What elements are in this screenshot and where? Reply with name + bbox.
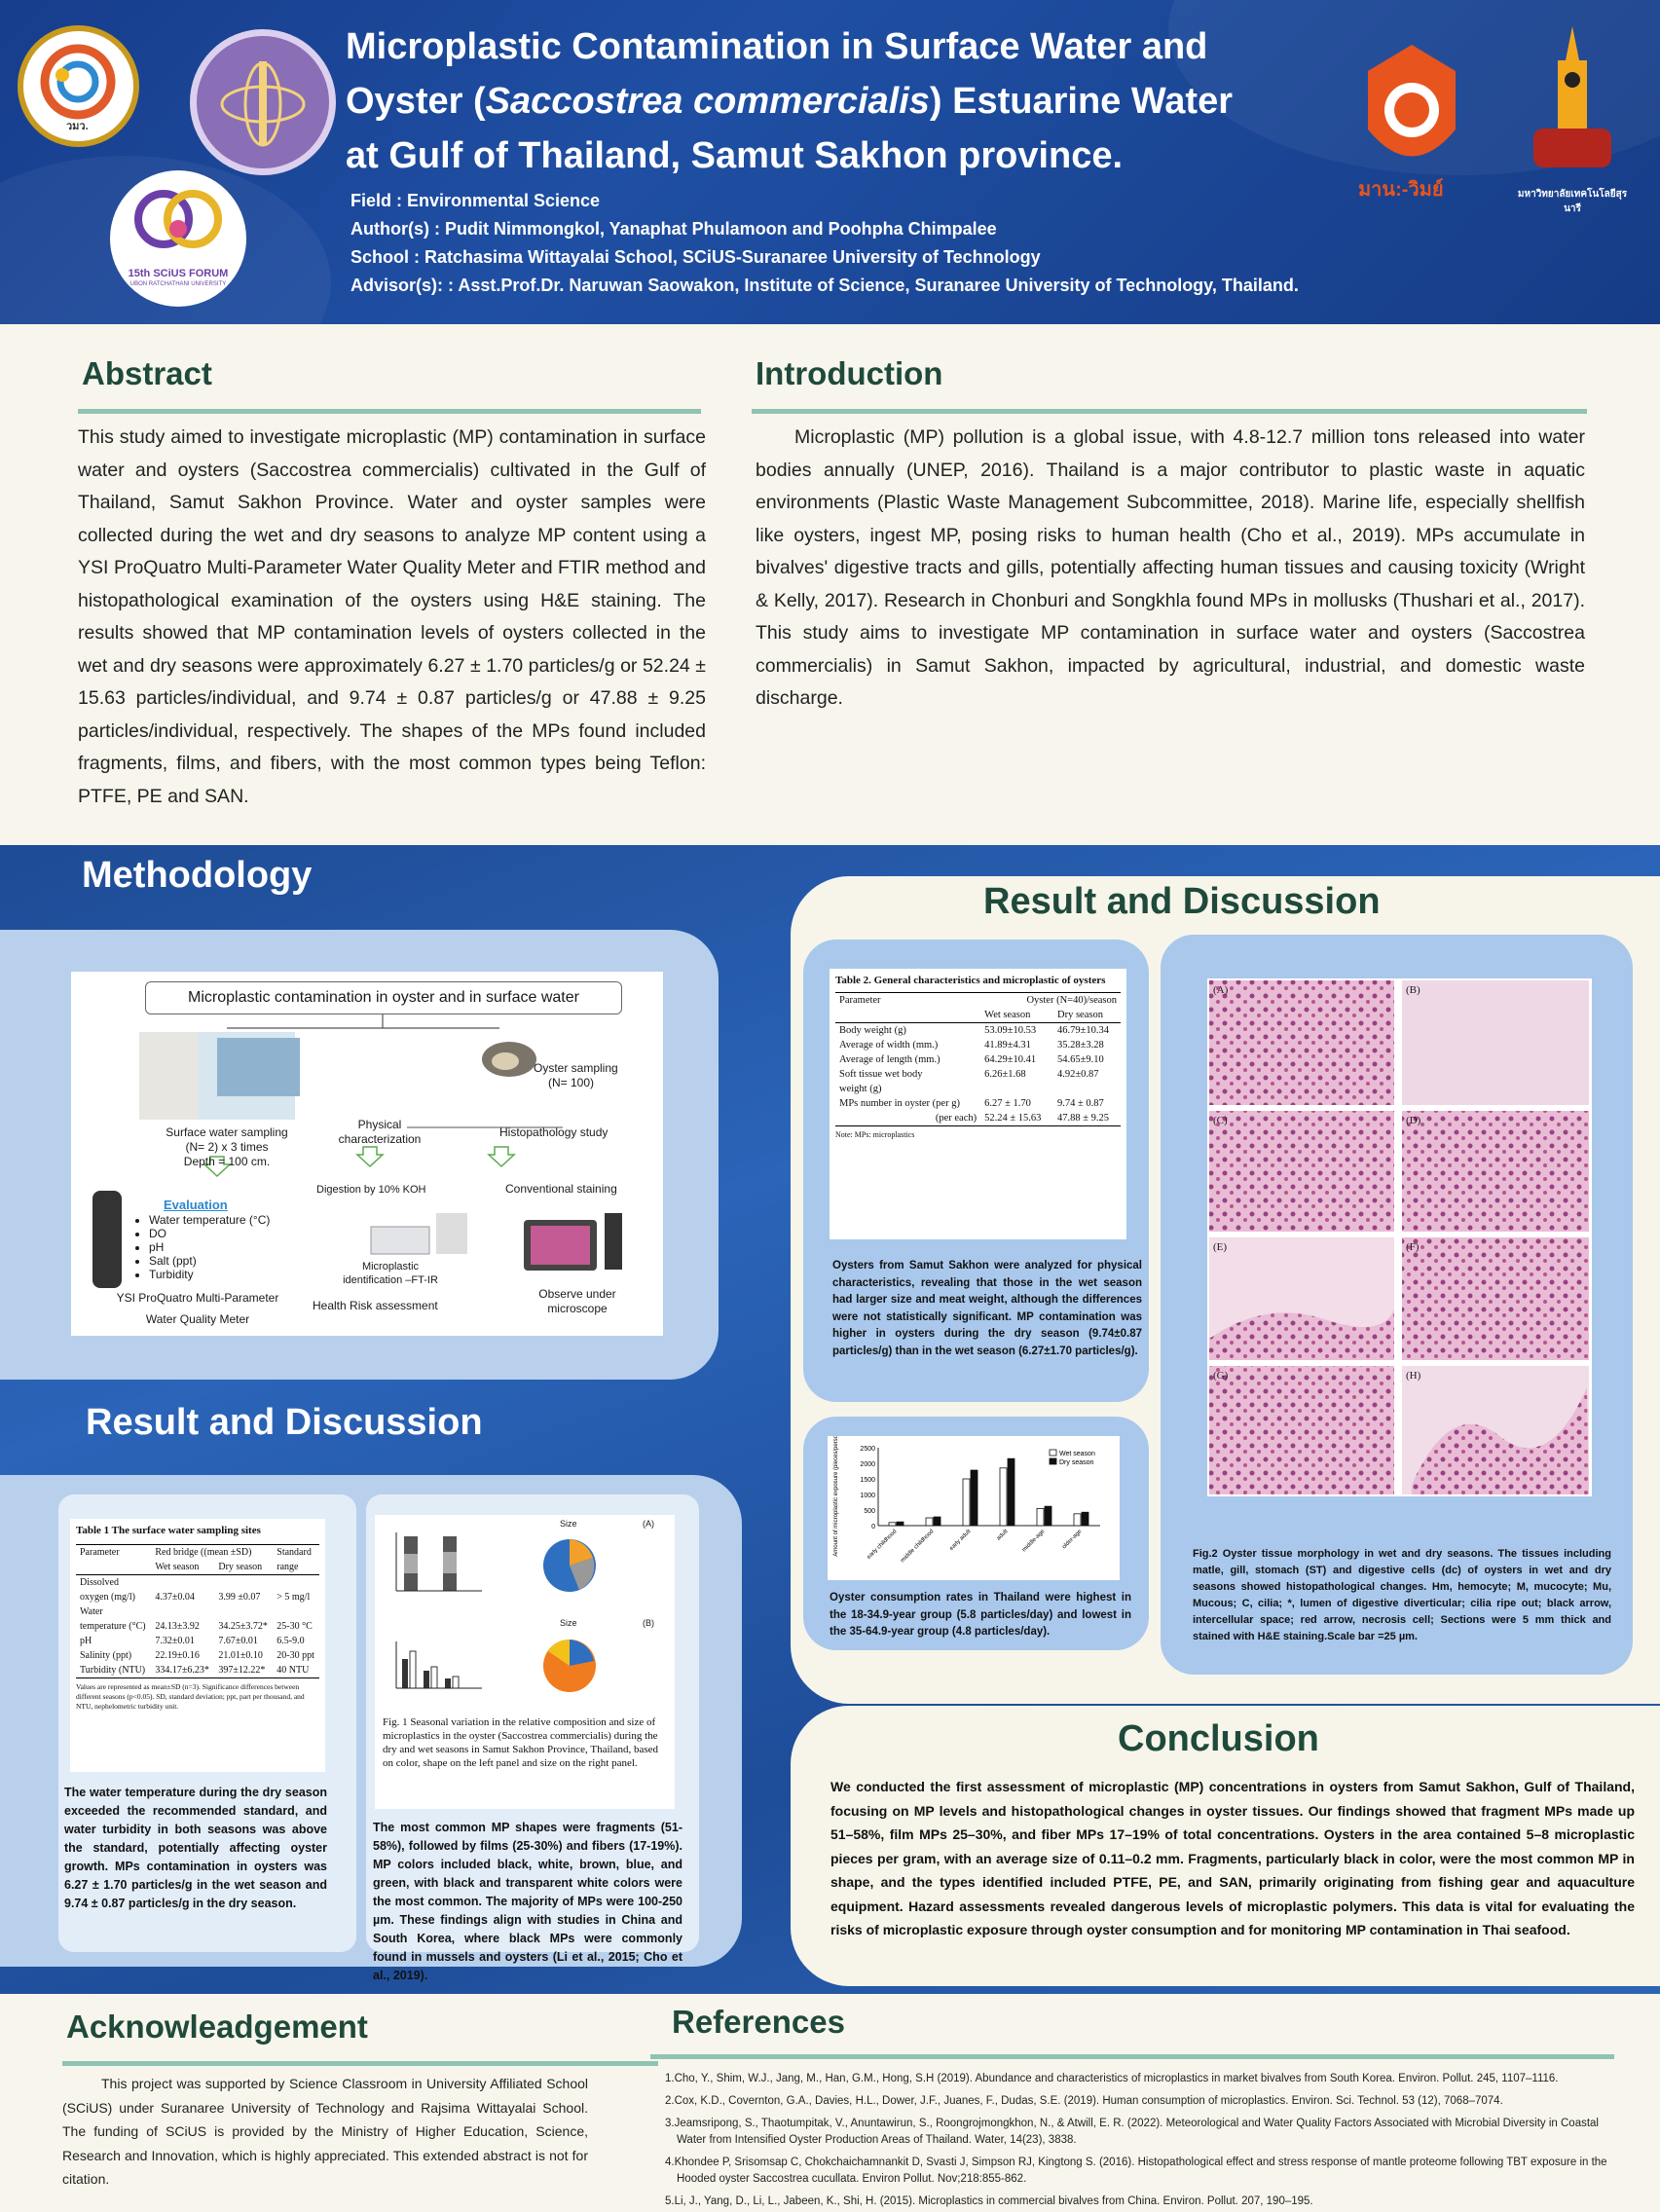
figure-1-caption: Fig. 1 Seasonal variation in the relative composition and size of microplastics in the oyster (Saccostrea commercialis) during the dry and wet seasons in Samut Sakhon Province, Thailand, based on color, shape on the left panel and size on the right panel. [383,1716,658,1769]
x-tick-label: early childhood [866,1529,899,1561]
bar-wet [963,1479,970,1526]
reference-item: 4.Khondee P, Srisomsap C, Chokchaichamnankit D, Svasti J, Simpson RJ, Kingtong S. (2016). Histopathological effect and stress response of mantle proteome following TBT exposure in the Hooded oyster Saccostrea cucullata. Environ Pollut. Nov;218:855-862. [665,2157,1607,2185]
method-meter-1: YSI ProQuatro Multi-Parameter [116,1291,279,1305]
acknowledgement-heading: Acknowleadgement [66,2009,368,2045]
legend-label: Wet season [1059,1451,1095,1457]
method-micro-id: Microplastic identification –FT-IR [343,1261,438,1286]
method-histo: Histopathology study [499,1125,609,1139]
y-tick-label: 1500 [860,1477,875,1484]
logo-right2-text: มหาวิทยาลัยเทคโนโลยีสุรนารี [1517,189,1628,214]
figure-1 [375,1515,675,1809]
methodology-heading: Methodology [82,855,313,896]
title-line-3: at Gulf of Thailand, Samut Sakhon province. [346,135,1124,176]
table-1-title: Table 1 The surface water sampling sites [76,1525,261,1536]
rajsima-logo [1339,37,1485,203]
histo-label: (A) [1213,984,1229,996]
x-tick-label: early adult [948,1529,973,1552]
acknowledgement-text: This project was supported by Science Classroom in University Affiliated School (SCiUS) under Suranaree University of Technology and Rajsima Wittayalai School. The funding of SCiUS is provided by the Ministry of Higher Education, Science, Research and Innovation, which is highly appreciated. This extended abstract is not for citation. [62,2076,588,2187]
t2-head: Parameter [839,995,881,1006]
scius-forum-logo [110,170,246,307]
x-tick-label: middle childhood [900,1529,936,1565]
bar-wet [1037,1508,1044,1526]
y-tick-label: 0 [871,1524,875,1530]
bar-dry [934,1517,941,1526]
histo-label: (H) [1406,1370,1421,1382]
advisor-line: Advisor(s): : Asst.Prof.Dr. Naruwan Saowakon, Institute of Science, Suranaree University of Technology, Thailand. [350,276,1299,295]
table-row: MPs number in oyster (per g) 6.27 ± 1.70 9.74 ± 0.87 [839,1098,1104,1109]
eval-item: • Turbidity [149,1268,270,1281]
field-line: Field : Environmental Science [350,191,601,210]
method-evaluation: Evaluation [164,1198,228,1212]
t1-head: Standard [277,1547,312,1558]
y-tick-label: 1000 [860,1493,875,1499]
method-oyster-sampling: Oyster sampling [534,1061,618,1075]
method-eval-list [149,1213,270,1281]
table-row: Water [80,1606,103,1617]
legend-swatch [1050,1458,1056,1464]
forum-text: 15th SCiUS FORUM [128,268,229,279]
consumption-chart [828,1436,1120,1580]
fig1-panel-b: (B) [643,1618,654,1628]
consumption-chart-box [828,1436,1120,1580]
t1-head: Parameter [80,1547,120,1558]
rd-left-caption-1: The water temperature during the dry season exceeded the recommended standard, and water turbidity in both seasons was above the standard, potentially affecting oyster growth. MPs contamination in oysters was 6.27 ± 1.70 particles/g in the wet season and 9.74 ± 0.87 particles/g in the dry season. [64,1786,327,1910]
table-row: weight (g) [839,1084,882,1094]
references-rule [650,2054,1614,2059]
ministry-logo [190,29,336,175]
rd-right-caption-3: Oysters from Samut Sakhon were analyzed for physical characteristics, revealing that those in the wet season had larger size and meat weight, although the differences were not statistically significant. MP contamination was higher in oysters during the dry season (9.74±0.87 particles/g) than in the wet season (6.27±1.70 particles/g). [832,1260,1142,1357]
introduction-heading: Introduction [756,355,943,391]
table-2-title: Table 2. General characteristics and microplastic of oysters [835,975,1106,986]
rd-left-caption-2: The most common MP shapes were fragments (51-58%), followed by films (25-30%) and fibers (17-19%). MP colors included black, white, brown, blue, and green, with black and transparent white colors were the most common. The majority of MPs were 100-250 µm. These findings align with studies in China and South Korea, where black MPs were commonly found in mussels and oysters (Li et al., 2015; Cho et al., 2019). [373,1821,682,1982]
abstract-text: This study aimed to investigate microplastic (MP) contamination in surface water and oysters (Saccostrea commercialis) cultivated in the Gulf of Thailand, Samut Sakhon Province. Water and oyster samples were collected during the wet and dry seasons to analyze MP content using a YSI ProQuatro Multi-Parameter Water Quality Meter and FTIR method and histopathological examination of the oysters using H&E staining. The results showed that MP contamination levels of oysters collected in the wet and dry seasons were approximately 6.27 ± 1.70 particles/g or 52.24 ± 15.63 particles/individual, and 9.74 ± 0.87 particles/g or 47.88 ± 9.25 particles/individual, respectively. The shapes of the MPs found included fragments, films, and fibers, with the most common types being Teflon: PTFE, PE and SAN. [78,426,706,807]
rd-right-caption-4: Oyster consumption rates in Thailand were highest in the 18-34.9-year group (5.8 particles/day) and lowest in the 35-64.9-year group (4.8 particles/day). [830,1592,1131,1638]
bar-wet [926,1518,933,1526]
table-1-grid [76,1544,319,1678]
scius-logo [18,25,139,147]
table-row: (per each) 52.24 ± 15.63 47.88 ± 9.25 [835,1111,1121,1126]
eval-item: • pH [149,1240,270,1254]
introduction-text: Microplastic (MP) pollution is a global issue, with 4.8-12.7 million tons released into water bodies annually (UNEP, 2016). Thailand is a major contributor to plastic waste in aquatic environments (Plastic Waste Management Subcommittee, 2018). Marine life, especially shellfish like oysters, ingest MP, posing risks to human health (Cho et al., 2019). MPs accumulate in bivalves' digestive tracts and gills, potentially affecting human tissues and causing toxicity (Wright & Kelly, 2017). Research in Chonburi and Songkhla found MPs in mollusks (Thushari et al., 2017). This study aims to investigate MP contamination in surface water and oysters (Saccostrea commercialis) in Samut Sakhon, impacted by agricultural, industrial, and domestic waste discharge. [756,426,1585,709]
t1-head: Red bridge ((mean ±SD) [155,1547,252,1558]
eval-item: • Water temperature (°C) [149,1213,270,1227]
sut-logo [1509,21,1636,214]
logo-left-text: วมว. [66,121,89,132]
abstract-heading: Abstract [82,355,212,391]
t2-sub: Dry season [1057,1010,1103,1020]
rd-right-caption-5: Fig.2 Oyster tissue morphology in wet and dry seasons. The tissues including matle, gill, stomach (ST) and digestive cells (dc) of oysters in wet and dry seasons showed histopathological changes. Hm, hemocyte; M, mucocyte; Mu, Mucous; C, cilia; *, lumen of digestive diverticular; cilia ripe out; black arrow, intercellular space; red arrow, necrosis cell; Sections were 5 mm thick and stained with H&E staining.Scale bar =25 µm. [1193,1548,1611,1642]
eval-item: • Salt (ppt) [149,1254,270,1268]
reference-item: 2.Cox, K.D., Covernton, G.A., Davies, H.L., Dower, J.F., Juanes, F., Dudas, S.E. (2019). Human consumption of microplastics. Environ. Sci. Technol. 53 (12), 7068–7074. [665,2095,1503,2107]
method-oyster-n: (N= 100) [548,1076,595,1089]
references-list [665,2071,1629,2210]
table-1 [70,1519,325,1772]
t2-sub: Wet season [984,1010,1031,1020]
fig1-size-label: Size [560,1618,577,1628]
method-digestion: Digestion by 10% KOH [316,1184,426,1196]
method-surface: Surface water sampling [166,1125,288,1139]
conclusion-text: We conducted the first assessment of microplastic (MP) concentrations in oysters from Samut Sakhon, Gulf of Thailand, focusing on MP levels and histopathological changes in oyster tissues. Our findings showed that fragment MPs made up 51–58%, film MPs 25–30%, and fiber MPs 17–19% of total concentrations. Oysters in the area contained 5–8 microplastic pieces per gram, with an average size of 0.11–0.2 mm. Fragments, particularly black in color, were the most common MP in shape, and the types identified included PTFE, PE, and SAN, primarily originating from fishing gear and aquaculture equipment. Hazard assessments revealed dangerous levels of microplastic polymers. This data is vital for evaluating the risks of microplastic exposure through oyster consumption and for monitoring MP contamination in Thai seafood. [830,1779,1635,1937]
reference-item: 5.Li, J., Yang, D., Li, L., Jabeen, K., Shi, H. (2015). Microplastics in commercial bivalves from China. Environ. Pollut. 207, 190–195. [665,2195,1313,2207]
conclusion-heading: Conclusion [1118,1718,1319,1759]
poster-title [346,19,1339,183]
table-row: oxygen (mg/l) 4.37±0.04 3.99 ±0.07 > 5 mg/l [80,1592,311,1603]
x-tick-label: middle-age [1021,1529,1047,1554]
table-2-grid [835,992,1121,1126]
reference-item: 1.Cho, Y., Shim, W.J., Jang, M., Han, G.M., Hong, S.H (2019). Abundance and characteristics of microplastics in market bivalves from South Korea. Environ. Pollut. 245, 1107–1116. [665,2073,1559,2084]
method-health: Health Risk assessment [313,1299,438,1312]
table-2-note: Note: MPs: microplastics [835,1130,915,1139]
method-staining: Conventional staining [505,1182,617,1196]
abstract-rule [78,409,701,414]
forum-sub: UBON RATCHATHANI UNIVERSITY [129,281,227,287]
table-1-note: Values are represented as mean±SD (n=3). Significance differences between different seasons (p<0.05). SD, standard deviation; ppt, part per thousand, and NTU, nephelometric turbidity unit. [76,1682,305,1711]
poster-header [0,0,1660,324]
rd-right-heading: Result and Discussion [983,881,1381,922]
method-physical: Physical characterization [338,1118,422,1146]
histo-label: (C) [1213,1115,1228,1126]
title-line-2: Oyster (Saccostrea commercialis) Estuarine Water [346,81,1234,122]
fig1-panel-a: (A) [643,1519,654,1529]
logo-right-text: มาน:-วิมย์ [1358,179,1444,201]
method-meter-2: Water Quality Meter [145,1312,250,1326]
reference-item: 3.Jeamsripong, S., Thaotumpitak, V., Anuntawirun, S., Roongrojmongkhon, N., & Atwill, E. R. (2022). Meteorological and Water Quality Factors Associated with Microbial Diversity in Coastal Water from Intensified Oyster Production Areas of Thailand. Water, 14(23), 3838. [665,2118,1599,2146]
bar-dry [1045,1506,1051,1526]
t1-sub: Wet season [155,1562,200,1572]
bar-dry [1082,1512,1088,1526]
table-row: Soft tissue wet body 6.26±1.68 4.92±0.87 [839,1069,1099,1080]
title-line-1: Microplastic Contamination in Surface Water and [346,26,1208,67]
y-axis-label: Amount of microplastic exposure (pieces/person/year) [833,1436,839,1557]
acknowledgement-rule [62,2061,658,2066]
t2-head: Oyster (N=40)/season [1026,995,1117,1006]
y-tick-label: 500 [864,1508,875,1515]
fig1-size-label: Size [560,1519,577,1529]
histo-label: (B) [1406,984,1420,996]
histo-label: (G) [1213,1370,1229,1382]
introduction-rule [752,409,1587,414]
methodology-diagram [71,972,663,1336]
bar-wet [889,1523,896,1526]
legend-label: Dry season [1059,1459,1094,1466]
table-row: Salinity (ppt) 22.19±0.16 21.01±0.10 20-30 ppt [80,1650,314,1661]
eval-item: • DO [149,1227,270,1240]
histo-label: (E) [1213,1241,1228,1253]
table-row: Dissolved [80,1577,119,1588]
bar-dry [1008,1458,1014,1526]
t1-sub: range [277,1562,299,1572]
bar-wet [1000,1468,1007,1526]
references-heading: References [672,2004,845,2040]
histology-figure [1207,978,1592,1496]
method-depth: Depth = 100 cm. [183,1155,271,1168]
method-surface-n: (N= 2) x 3 times [185,1140,269,1154]
bar-wet [1074,1514,1081,1526]
school-line: School : Ratchasima Wittayalai School, SCiUS-Suranaree University of Technology [350,247,1041,267]
method-observe: Observe under microscope [538,1287,616,1315]
table-row: pH 7.32±0.01 7.67±0.01 6.5-9.0 [80,1636,305,1646]
bar-dry [897,1522,904,1526]
histo-label: (D) [1406,1115,1421,1126]
x-tick-label: older-age [1061,1529,1084,1551]
table-row: Turbidity (NTU) 334.17±6.23* 397±12.22* 40 NTU [76,1663,319,1678]
table-row: temperature (°C) 24.13±3.92 34.25±3.72* 25-30 °C [80,1621,313,1632]
y-tick-label: 2000 [860,1461,875,1468]
histo-label: (F) [1406,1241,1420,1253]
rd-left-heading: Result and Discussion [86,1402,483,1443]
figure-1-chart [375,1515,675,1714]
authors-line: Author(s) : Pudit Nimmongkol, Yanaphat Phulamoon and Poohpha Chimpalee [350,219,997,239]
table-row: Average of width (mm.) 41.89±4.31 35.28±3.28 [839,1040,1104,1051]
bar-dry [971,1470,978,1526]
t1-sub: Dry season [218,1562,263,1572]
y-tick-label: 2500 [860,1446,875,1453]
method-box-title: Microplastic contamination in oyster and in surface water [145,981,622,1014]
x-tick-label: adult [995,1529,1010,1542]
table-row: Average of length (mm.) 64.29±10.41 54.65±9.10 [839,1054,1104,1065]
table-2 [830,969,1126,1239]
legend-swatch [1050,1450,1056,1456]
table-row: Body weight (g) 53.09±10.53 46.79±10.34 [839,1025,1110,1036]
